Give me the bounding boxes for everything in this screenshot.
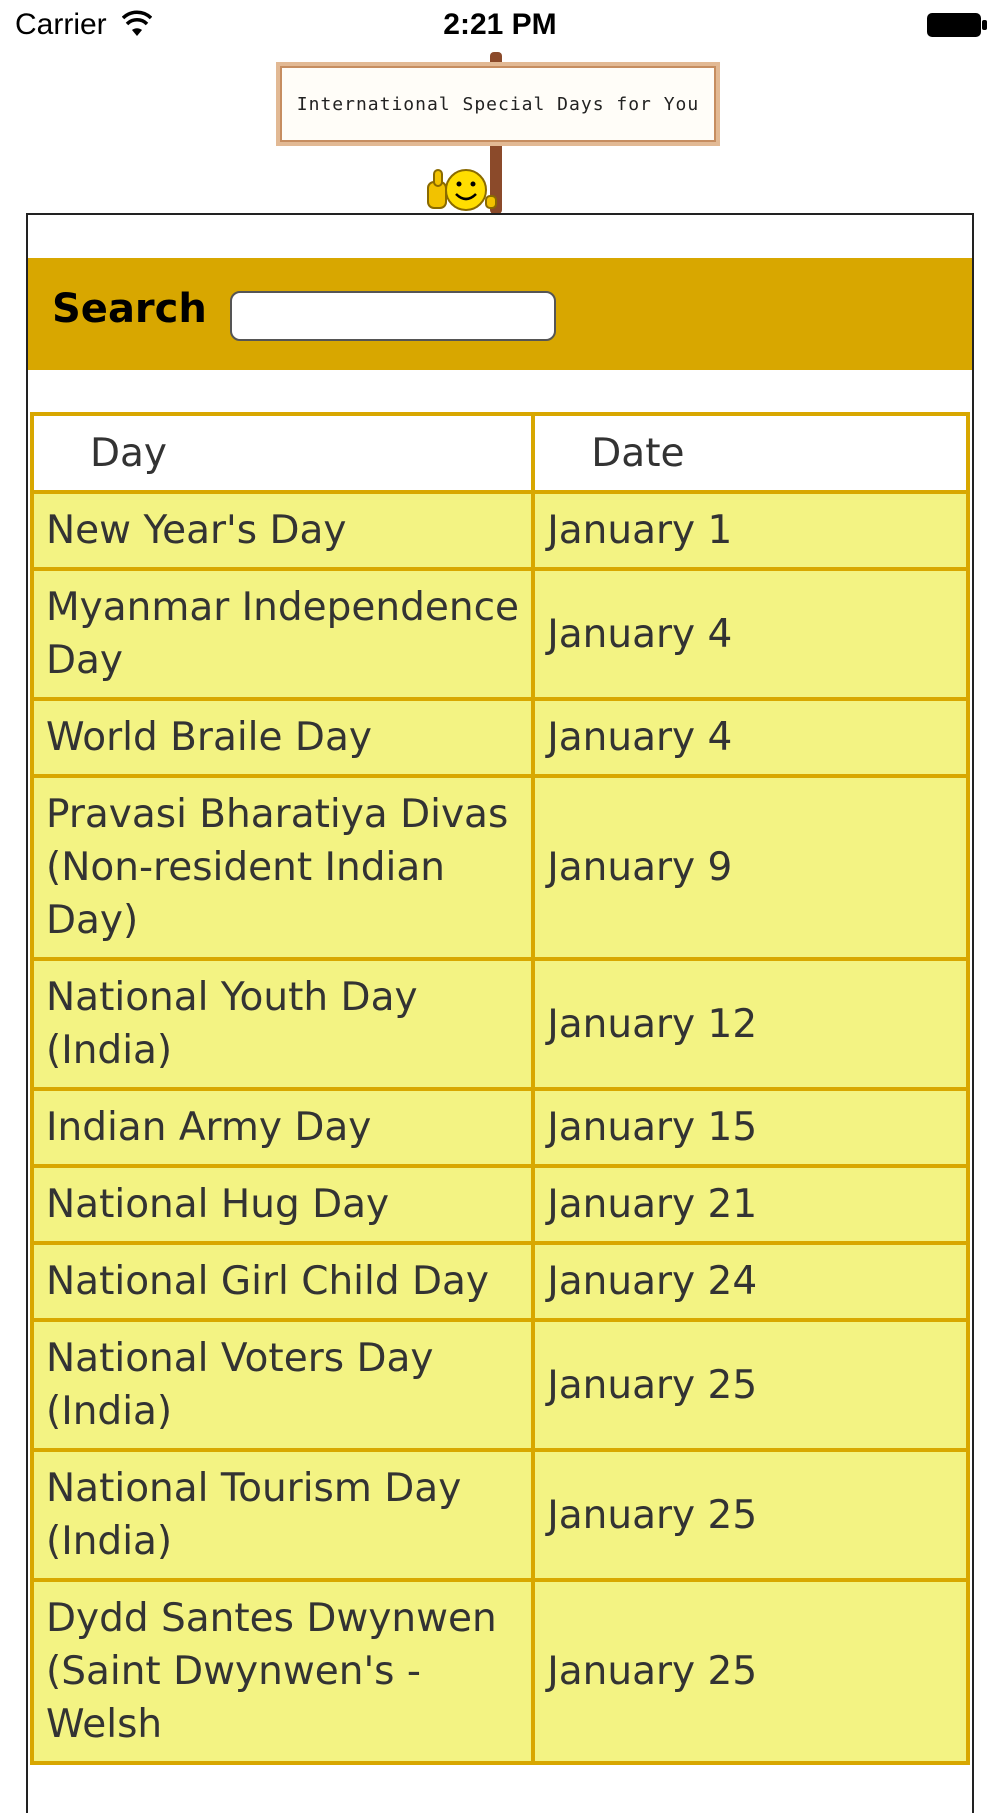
smiley-thumbs-up-icon bbox=[424, 166, 498, 214]
special-days-table bbox=[30, 412, 970, 1765]
day-cell: New Year's Day bbox=[32, 492, 533, 569]
search-label: Search bbox=[52, 286, 207, 332]
battery-icon bbox=[926, 12, 988, 38]
table-row[interactable] bbox=[32, 699, 968, 776]
table-row[interactable] bbox=[32, 1320, 968, 1450]
table-row[interactable] bbox=[32, 1089, 968, 1166]
table-row[interactable] bbox=[32, 569, 968, 699]
date-cell: January 12 bbox=[533, 959, 968, 1089]
table-row[interactable] bbox=[32, 959, 968, 1089]
date-cell: January 21 bbox=[533, 1166, 968, 1243]
date-cell: January 25 bbox=[533, 1580, 968, 1763]
carrier-label: Carrier bbox=[15, 8, 107, 41]
day-cell: National Voters Day (India) bbox=[32, 1320, 533, 1450]
date-cell: January 24 bbox=[533, 1243, 968, 1320]
table-row[interactable] bbox=[32, 1450, 968, 1580]
search-input[interactable] bbox=[230, 291, 556, 341]
day-cell: National Tourism Day (India) bbox=[32, 1450, 533, 1580]
table-row[interactable] bbox=[32, 1243, 968, 1320]
banner-title: International Special Days for You bbox=[296, 93, 700, 115]
date-cell: January 15 bbox=[533, 1089, 968, 1166]
search-bar bbox=[28, 258, 972, 370]
date-cell: January 25 bbox=[533, 1450, 968, 1580]
day-cell: National Hug Day bbox=[32, 1166, 533, 1243]
table-row[interactable] bbox=[32, 1580, 968, 1763]
table-header-row bbox=[32, 414, 968, 492]
date-cell: January 1 bbox=[533, 492, 968, 569]
date-cell: January 9 bbox=[533, 776, 968, 959]
table-row[interactable] bbox=[32, 492, 968, 569]
day-cell: National Youth Day (India) bbox=[32, 959, 533, 1089]
column-header-date[interactable]: Date bbox=[533, 414, 968, 492]
date-cell: January 4 bbox=[533, 699, 968, 776]
table-row[interactable] bbox=[32, 776, 968, 959]
day-cell: Dydd Santes Dwynwen (Saint Dwynwen's - Welsh bbox=[32, 1580, 533, 1763]
content-panel bbox=[26, 213, 974, 1813]
banner-sign bbox=[276, 62, 720, 146]
table-row[interactable] bbox=[32, 1166, 968, 1243]
status-time: 2:21 PM bbox=[443, 8, 557, 41]
day-cell: National Girl Child Day bbox=[32, 1243, 533, 1320]
day-cell: Indian Army Day bbox=[32, 1089, 533, 1166]
date-cell: January 25 bbox=[533, 1320, 968, 1450]
column-header-day[interactable]: Day bbox=[32, 414, 533, 492]
day-cell: Myanmar Independence Day bbox=[32, 569, 533, 699]
status-bar bbox=[0, 0, 1000, 50]
day-cell: World Braile Day bbox=[32, 699, 533, 776]
date-cell: January 4 bbox=[533, 569, 968, 699]
day-cell: Pravasi Bharatiya Divas (Non-resident Indian Day) bbox=[32, 776, 533, 959]
